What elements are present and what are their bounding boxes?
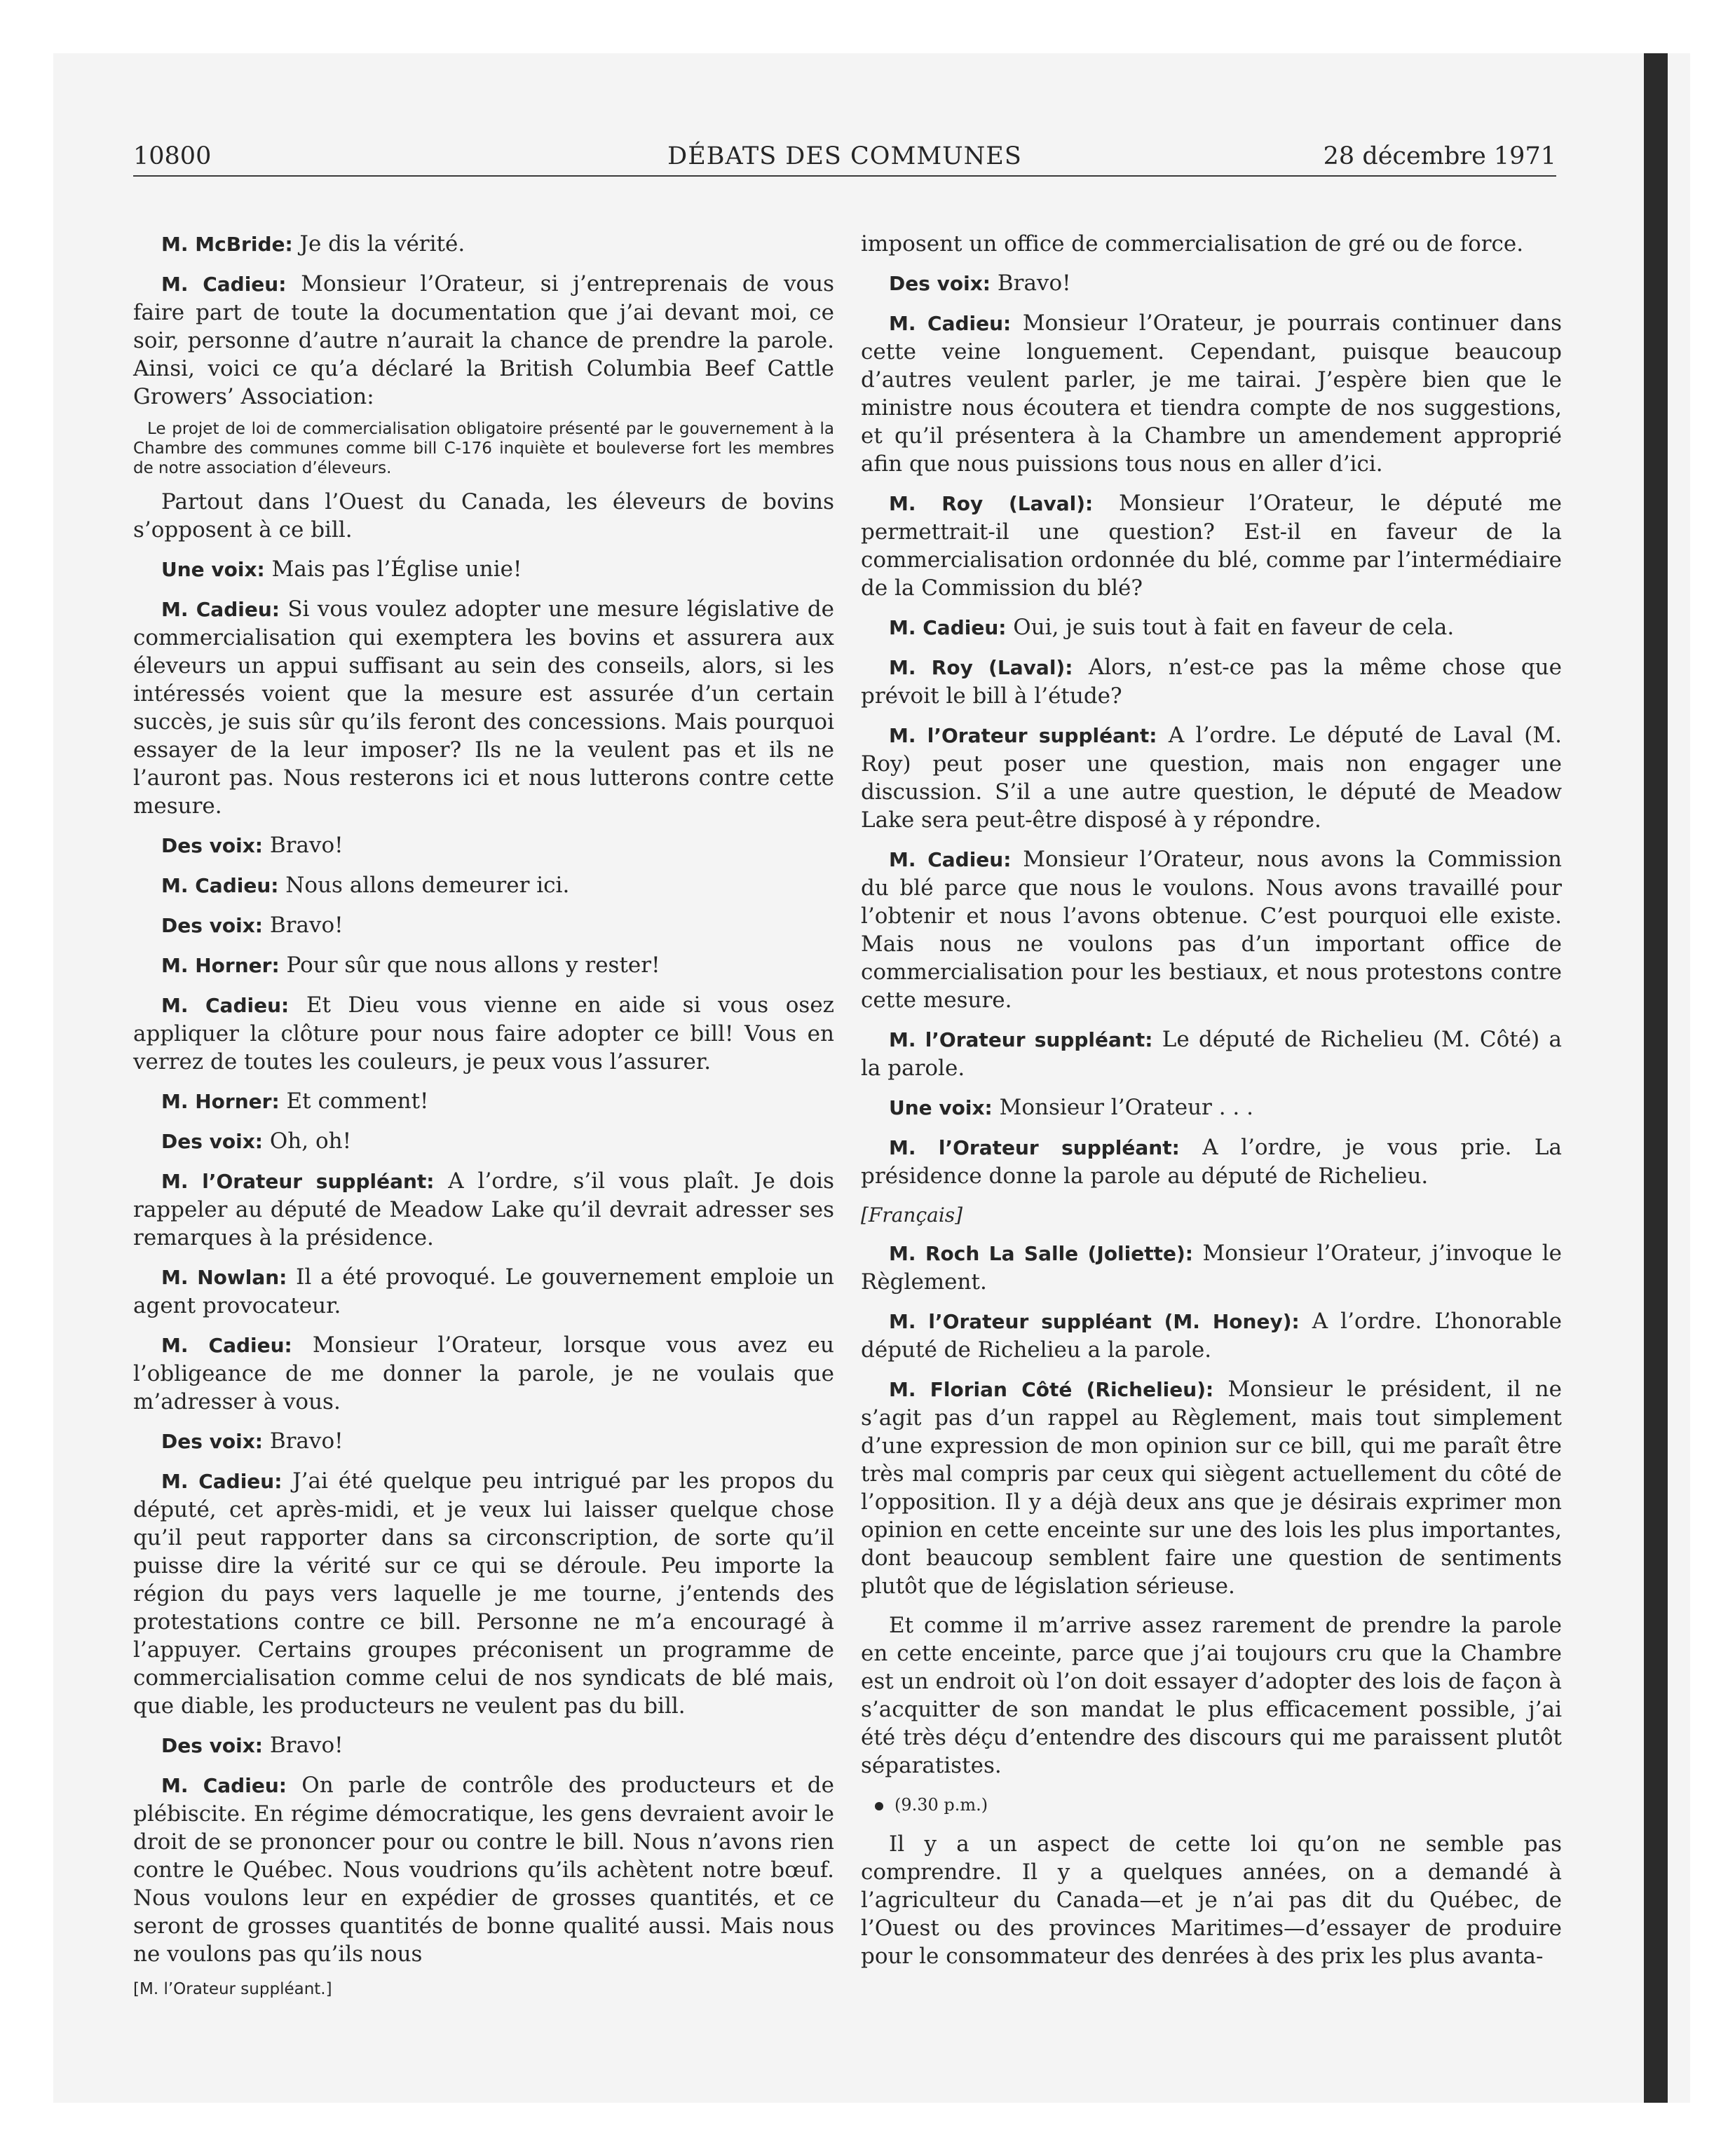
speech-text: Monsieur l’Orateur, le député me permettrait-il une question? Est-il en faveur de la commercialisation ordonnée du blé, comme par l’intermédiaire de la Commission du blé?	[861, 491, 1562, 601]
speaker-name: Des voix:	[161, 1130, 263, 1153]
speech-text: A l’ordre. L’honorable député de Richelieu a la parole.	[861, 1309, 1563, 1363]
left-column	[133, 230, 834, 2003]
speech-paragraph	[861, 269, 1562, 298]
speaker-name: M. Florian Côté (Richelieu):	[889, 1378, 1214, 1401]
speech-text: Monsieur l’Orateur, si j’entreprenais de vous faire part de toute la documentation que j’ai devant moi, ce soir, personne d’autre n’aurait la chance de prendre la parole. Ainsi, voici ce qu’a déclaré la British Columbia Beef Cattle Growers’ Association:	[133, 271, 834, 409]
speech-paragraph	[133, 1087, 834, 1116]
speech-paragraph	[133, 230, 834, 259]
speech-text: Monsieur l’Orateur, nous avons la Commission du blé parce que nous le voulons. Nous avons travaillé pour l’obtenir et nous l’avons obtenue. C’est pourquoi elle existe. Mais nous ne voulons pas d’un important office de commercialisation pour les bestiaux, et nous protestons contre cette mesure.	[861, 847, 1563, 1013]
language-marker: [Français]	[861, 1203, 963, 1227]
speech-text: A l’ordre, je vous prie. La présidence donne la parole au député de Richelieu.	[861, 1135, 1562, 1189]
speech-text: Bravo!	[263, 1733, 343, 1758]
speech-paragraph	[133, 871, 834, 900]
speaker-name: Des voix:	[161, 834, 263, 857]
column-footer-note: [M. l’Orateur suppléant.]	[133, 1980, 332, 1998]
speech-text: Nous allons demeurer ici.	[278, 873, 570, 898]
speaker-name: Une voix:	[889, 1096, 993, 1119]
speaker-name: M. Cadieu:	[161, 273, 287, 296]
speaker-name: M. Cadieu:	[889, 616, 1007, 639]
speaker-name: M. McBride:	[161, 233, 293, 256]
speech-text: Monsieur l’Orateur . . .	[992, 1095, 1253, 1120]
speaker-name: M. Cadieu:	[161, 874, 279, 897]
speech-paragraph	[861, 1025, 1562, 1082]
speaker-name: M. l’Orateur suppléant:	[889, 1028, 1153, 1051]
speech-paragraph	[861, 613, 1562, 642]
speech-paragraph	[861, 721, 1562, 834]
speaker-name: Des voix:	[161, 914, 263, 937]
speech-text: Et Dieu vous vienne en aide si vous osez appliquer la clôture pour nous faire adopter ce bill! Vous en verrez de toutes les couleurs, je peux vous l’assurer.	[133, 992, 835, 1074]
speech-paragraph: imposent un office de commercialisation de gré ou de force.	[861, 231, 1524, 257]
speech-text: Monsieur l’Orateur, j’invoque le Règlement.	[861, 1241, 1562, 1295]
speech-paragraph	[861, 1133, 1562, 1190]
speech-text: Il a été provoqué. Le gouvernement emploie un agent provocateur.	[133, 1264, 834, 1318]
speaker-name: M. Horner:	[161, 954, 280, 977]
speech-paragraph	[133, 1127, 834, 1156]
speaker-name: M. l’Orateur suppléant:	[161, 1170, 435, 1193]
speech-text: Si vous voulez adopter une mesure législative de commercialisation qui exemptera les bovins et assurera aux éleveurs un appui suffisant au sein des conseils, alors, si les intéressés voient que la mesure est assurée d’un certain succès, je suis sûr qu’ils feront des concessions. Mais pourquoi essayer de la leur imposer? Ils ne la veulent pas et ils ne l’auront pas. Nous resterons ici et nous lutterons contre cette mesure.	[133, 596, 835, 819]
speech-paragraph	[861, 1239, 1562, 1296]
speaker-name: M. Roy (Laval):	[889, 656, 1073, 679]
speech-paragraph	[133, 595, 834, 820]
speech-text: Et comment!	[279, 1089, 429, 1114]
speech-paragraph	[133, 1467, 834, 1720]
speech-text: Bravo!	[263, 1428, 343, 1454]
speech-text: J’ai été quelque peu intrigué par les propos du député, cet après-midi, et je veux lui laisser quelque chose qu’il peut rapporter dans sa circonscription, de sorte qu’il puisse dire la vérité sur ce qui se déroule. Peu importe la région du pays vers laquelle je me tourne, j’entends des protestations contre ce bill. Personne ne m’a encouragé à l’appuyer. Certains groupes préconisent un programme de commercialisation comme celui de nos syndicats de blé mais, que diable, les producteurs ne veulent pas du bill.	[133, 1468, 834, 1719]
speech-paragraph	[861, 845, 1562, 1014]
speech-paragraph	[133, 1167, 834, 1252]
speaker-name: M. Nowlan:	[161, 1266, 287, 1289]
speech-paragraph	[861, 1093, 1562, 1122]
speech-paragraph: Il y a un aspect de cette loi qu’on ne semble pas comprendre. Il y a quelques années, on a demandé à l’agriculteur du Canada—et je n’ai pas dit du Québec, de l’Ouest ou des provinces Maritimes—d’essayer de produire pour le consommateur des denrées à des prix les plus avanta-	[861, 1831, 1562, 1969]
speech-text: A l’ordre. Le député de Laval (M. Roy) peut poser une question, mais non engager une discussion. S’il a une autre question, le député de Meadow Lake sera peut-être disposé à y répondre.	[861, 723, 1562, 833]
speech-paragraph	[133, 1731, 834, 1760]
speaker-name: M. Cadieu:	[161, 598, 280, 621]
speaker-name: M. Cadieu:	[889, 312, 1012, 335]
speech-paragraph	[133, 951, 834, 980]
speech-text: Bravo!	[991, 271, 1071, 296]
speaker-name: M. Cadieu:	[161, 1774, 287, 1797]
time-stamp: (9.30 p.m.)	[894, 1795, 988, 1815]
speech-paragraph	[861, 489, 1562, 602]
speech-paragraph	[133, 1771, 834, 1968]
running-header	[133, 140, 1556, 177]
speech-paragraph	[133, 1427, 834, 1456]
speech-text: A l’ordre, s’il vous plaît. Je dois rappeler au député de Meadow Lake qu’il devrait adresser ses remarques à la présidence.	[133, 1168, 834, 1250]
speech-paragraph	[133, 270, 834, 411]
speech-paragraph	[861, 1307, 1562, 1364]
speech-paragraph: Et comme il m’arrive assez rarement de prendre la parole en cette enceinte, parce que j’ai toujours cru que la Chambre est un endroit où l’on doit essayer d’adopter des lois de façon à s’acquitter de son mandat le plus efficacement possible, j’ai été très déçu d’entendre des discours qui me paraissent plutôt séparatistes.	[861, 1613, 1562, 1778]
speech-text: Oui, je suis tout à fait en faveur de cela.	[1006, 615, 1455, 640]
speech-text: Bravo!	[263, 913, 343, 938]
scan-edge	[1644, 53, 1668, 2103]
speech-text: Le député de Richelieu (M. Côté) a la parole.	[861, 1027, 1562, 1081]
speech-text: Alors, n’est-ce pas la même chose que prévoit le bill à l’étude?	[861, 655, 1562, 709]
speaker-name: M. Roy (Laval):	[889, 492, 1094, 515]
speaker-name: M. l’Orateur suppléant:	[889, 724, 1157, 747]
speech-paragraph	[861, 309, 1562, 478]
speech-paragraph: Partout dans l’Ouest du Canada, les éleveurs de bovins s’opposent à ce bill.	[133, 489, 834, 543]
speaker-name: Des voix:	[889, 272, 991, 295]
speech-text: Je dis la vérité.	[292, 231, 465, 257]
speaker-name: M. Cadieu:	[889, 848, 1012, 871]
speech-text: Monsieur l’Orateur, je pourrais continuer dans cette veine longuement. Cependant, puisque beaucoup d’autres veulent parler, je me tairai. J’espère bien que le ministre nous écoutera et tiendra compte de nos suggestions, et qu’il présentera à la Chambre un amendement approprié afin que nous puissions tous nous en aller d’ici.	[861, 311, 1563, 477]
speaker-name: M. Cadieu:	[161, 1470, 283, 1493]
time-marker	[875, 1791, 1562, 1819]
speech-paragraph	[133, 831, 834, 860]
speech-paragraph	[133, 555, 834, 584]
speech-paragraph	[861, 1375, 1562, 1600]
quoted-statement: Le projet de loi de commercialisation obligatoire présenté par le gouvernement à la Chambre des communes comme bill C-176 inquiète et bouleverse fort les membres de notre association d’éleveurs.	[133, 420, 834, 477]
speech-text: On parle de contrôle des producteurs et de plébiscite. En régime démocratique, les gens devraient avoir le droit de se prononcer pour ou contre le bill. Nous n’avons rien contre le Québec. Nous voudrions qu’ils achètent notre bœuf. Nous voulons leur en expédier de grosses quantités, et ce seront de grosses quantités de bonne qualité aussi. Mais nous ne voulons pas qu’ils nous	[133, 1773, 834, 1967]
speech-paragraph	[133, 1331, 834, 1416]
right-column	[861, 230, 1562, 1981]
speaker-name: M. Cadieu:	[161, 994, 290, 1017]
speech-paragraph	[861, 653, 1562, 710]
speech-text: Monsieur l’Orateur, lorsque vous avez eu l’obligeance de me donner la parole, je ne voulais que m’adresser à vous.	[133, 1332, 834, 1414]
speaker-name: M. Roch La Salle (Joliette):	[889, 1242, 1193, 1265]
speech-paragraph	[133, 1263, 834, 1320]
speech-text: Mais pas l’Église unie!	[264, 557, 522, 582]
page-number: 10800	[133, 142, 212, 170]
speaker-name: M. Cadieu:	[161, 1334, 292, 1357]
speaker-name: Des voix:	[161, 1734, 263, 1757]
speech-text: Pour sûr que nous allons y rester!	[279, 953, 660, 978]
speech-text: Oh, oh!	[263, 1128, 352, 1154]
speech-paragraph	[133, 991, 834, 1076]
bullet-icon	[875, 1802, 883, 1810]
speaker-name: M. l’Orateur suppléant (M. Honey):	[889, 1310, 1300, 1333]
speaker-name: M. Horner:	[161, 1090, 280, 1113]
speaker-name: Une voix:	[161, 558, 265, 581]
publication-title: DÉBATS DES COMMUNES	[667, 142, 1022, 170]
speech-paragraph	[133, 911, 834, 940]
speaker-name: M. l’Orateur suppléant:	[889, 1136, 1180, 1159]
speaker-name: Des voix:	[161, 1430, 263, 1453]
speech-text: Bravo!	[263, 833, 343, 858]
speech-text: Monsieur le président, il ne s’agit pas d’un rappel au Règlement, mais tout simplement d’une expression de mon opinion sur ce bill, qui me paraît être très mal compris par ceux qui siègent actuellement du côté de l’opposition. Il y a déjà deux ans que je désirais exprimer mon opinion en cette enceinte sur une des lois les plus importantes, dont beaucoup semblent faire une question de sentiments plutôt que de législation sérieuse.	[861, 1377, 1562, 1599]
header-date: 28 décembre 1971	[1323, 142, 1556, 170]
